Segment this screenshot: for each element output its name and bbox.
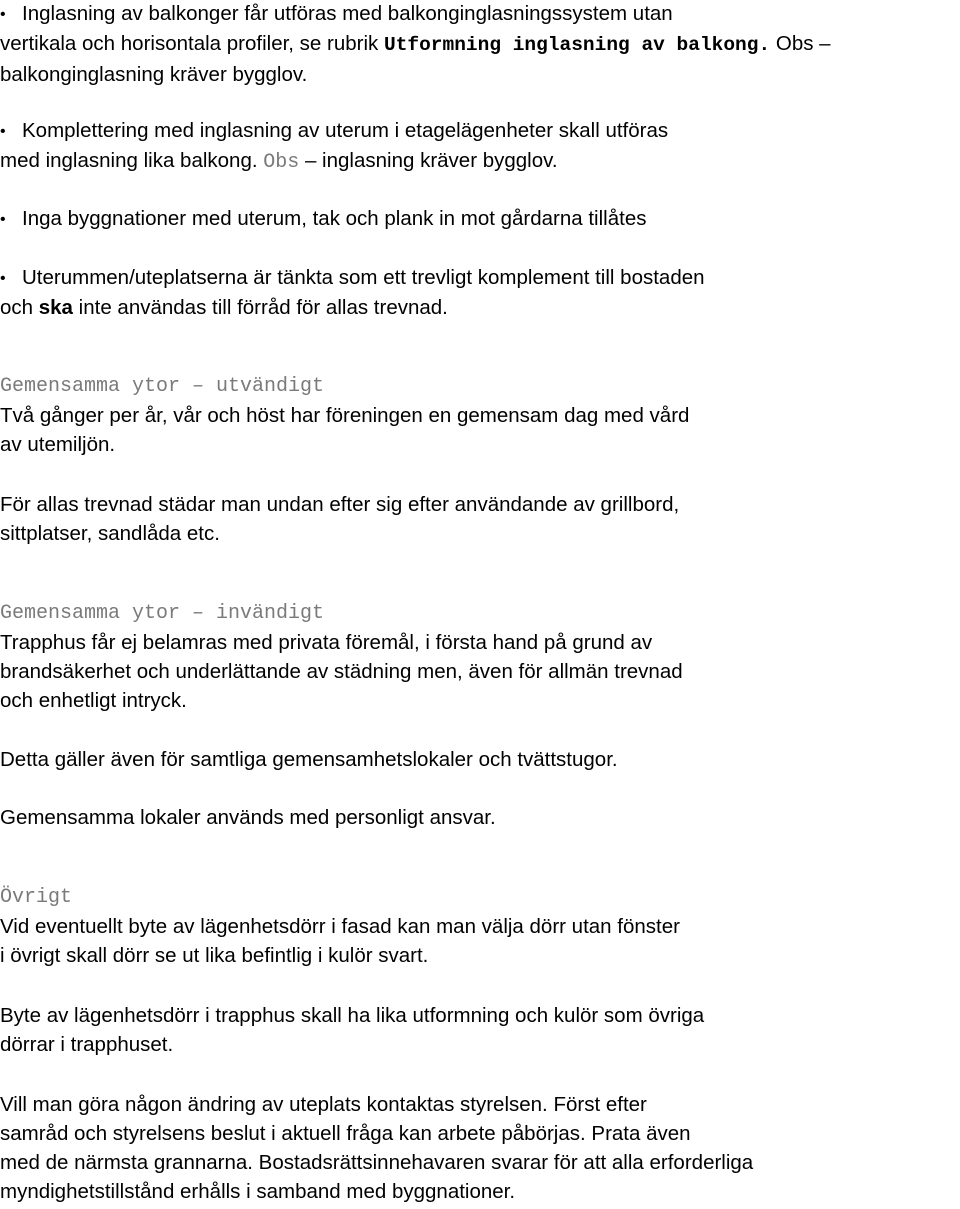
text-line: i övrigt skall dörr se ut lika befintlig i kulör svart. xyxy=(0,944,429,967)
bullet-uterum xyxy=(0,263,955,322)
paragraph-trevnad xyxy=(0,490,955,548)
text-line: För allas trevnad städar man undan efter sig efter användande av grillbord, xyxy=(0,493,680,516)
section-heading: Gemensamma ytor – invändigt xyxy=(0,602,325,625)
text-line: Två gånger per år, vår och höst har föreningen en gemensam dag med vård xyxy=(0,404,690,427)
text-line: Byte av lägenhetsdörr i trapphus skall ha lika utformning och kulör som övriga xyxy=(0,1004,705,1027)
text-line: balkonginglasning kräver bygglov. xyxy=(0,63,308,86)
section-utvandigt xyxy=(0,372,955,459)
bullet-byggnationer xyxy=(0,204,955,234)
bullet-balkonginglasning xyxy=(0,0,955,89)
text-line: och enhetligt intryck. xyxy=(0,689,187,712)
text-line: dörrar i trapphuset. xyxy=(0,1033,174,1056)
text-line: • Uterummen/uteplatserna är tänkta som ett trevligt komplement till bostaden xyxy=(0,263,955,293)
text-line: Vid eventuellt byte av lägenhetsdörr i fasad kan man välja dörr utan fönster xyxy=(0,915,680,938)
emphasis-ska: ska xyxy=(38,296,73,319)
text-line: med de närmsta grannarna. Bostadsrättsinnehavaren svarar för att alla erforderliga xyxy=(0,1151,754,1174)
text-line: • Inglasning av balkonger får utföras med balkonginglasningssystem utan xyxy=(0,0,955,29)
obs-note: Obs xyxy=(263,151,300,174)
text-line: Gemensamma lokaler används med personligt ansvar. xyxy=(0,806,496,829)
bullet-komplettering xyxy=(0,116,955,177)
section-invandigt xyxy=(0,599,955,715)
text-line: Detta gäller även för samtliga gemensamhetslokaler och tvättstugor. xyxy=(0,748,618,771)
paragraph-gemensamhetslokaler xyxy=(0,745,955,774)
text-line: sittplatser, sandlåda etc. xyxy=(0,522,220,545)
paragraph-uteplats-andring xyxy=(0,1090,955,1206)
text-line: brandsäkerhet och underlättande av städning men, även för allmän trevnad xyxy=(0,660,683,683)
text-line: Trapphus får ej belamras med privata föremål, i första hand på grund av xyxy=(0,631,653,654)
rubrik-reference: Utformning inglasning av balkong. xyxy=(384,34,771,56)
text-line: och ska inte användas till förråd för allas trevnad. xyxy=(0,296,448,319)
text-line: med inglasning lika balkong. Obs – inglasning kräver bygglov. xyxy=(0,149,558,174)
text-line: vertikala och horisontala profiler, se rubrik Utformning inglasning av balkong. Obs – xyxy=(0,32,831,56)
text-line: myndighetstillstånd erhålls i samband med byggnationer. xyxy=(0,1180,516,1203)
text-line: • Komplettering med inglasning av uterum i etagelägenheter skall utföras xyxy=(0,116,955,146)
paragraph-personligt-ansvar xyxy=(0,803,955,832)
section-heading: Gemensamma ytor – utvändigt xyxy=(0,375,325,398)
text-line: av utemiljön. xyxy=(0,433,116,456)
text-line: Vill man göra någon ändring av uteplats kontaktas styrelsen. Först efter xyxy=(0,1093,647,1116)
section-ovrigt xyxy=(0,883,955,970)
section-heading: Övrigt xyxy=(0,886,73,909)
paragraph-trapphus-dorr xyxy=(0,1001,955,1059)
text-line: • Inga byggnationer med uterum, tak och plank in mot gårdarna tillåtes xyxy=(0,204,955,234)
text-line: samråd och styrelsens beslut i aktuell fråga kan arbete påbörjas. Prata även xyxy=(0,1122,691,1145)
